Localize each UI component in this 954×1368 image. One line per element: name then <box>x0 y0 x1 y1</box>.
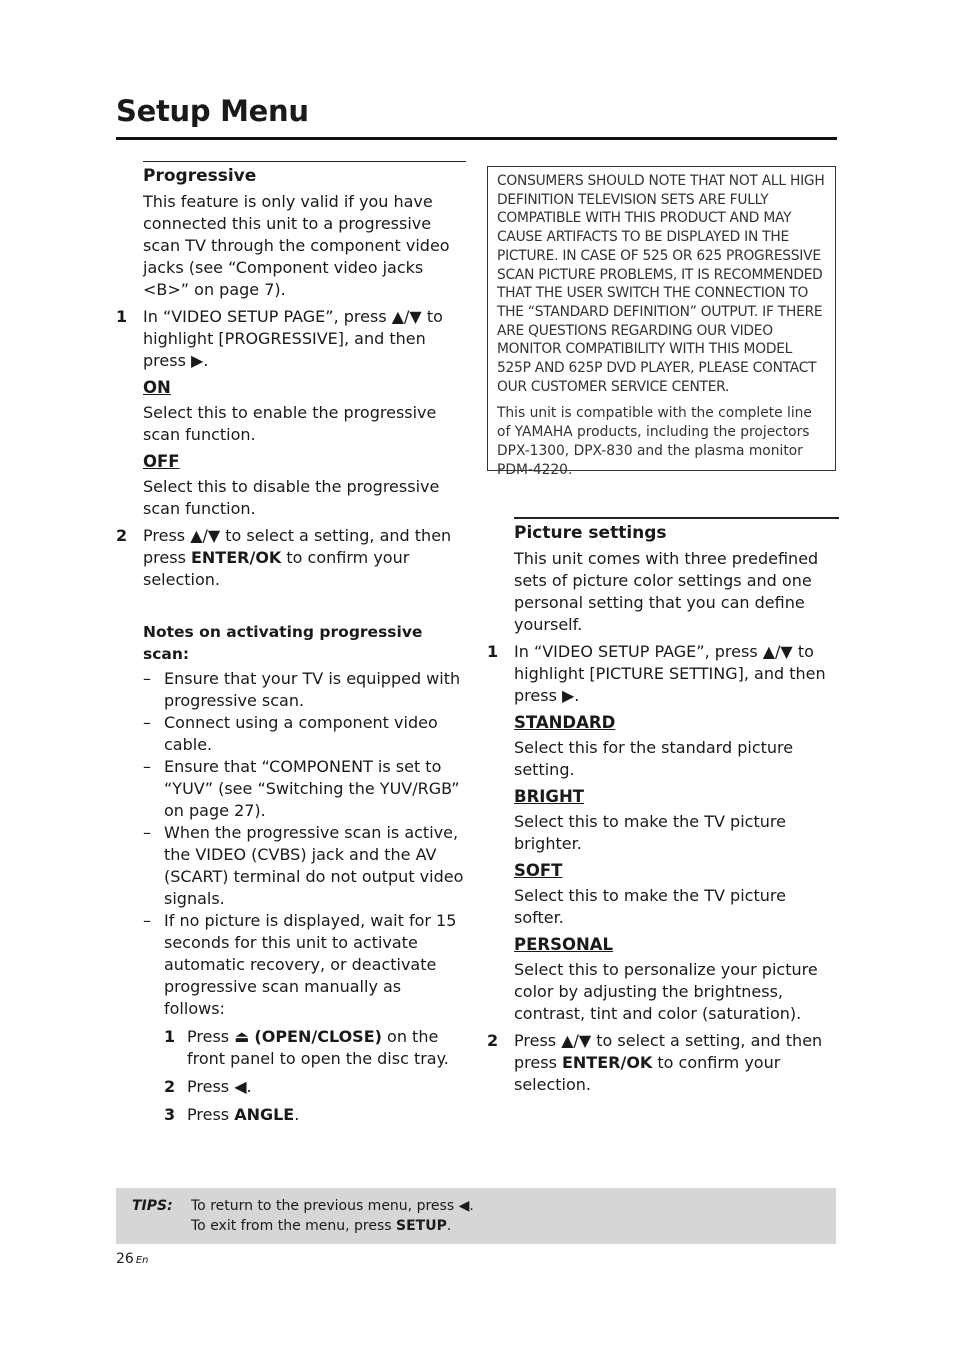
picture-step-1 <box>487 641 839 707</box>
option-standard-label: STANDARD <box>514 713 616 732</box>
page-number-value: 26 <box>116 1251 134 1267</box>
step-text: Press ▲/▼ to select a setting, and then press <box>143 526 452 567</box>
notice-warning-text: CONSUMERS SHOULD NOTE THAT NOT ALL HIGH DEFINITION TELEVISION SETS ARE FULLY COMPATIBLE WITH THIS PRODUCT AND MAY CAUSE ARTIFACTS TO BE DISPLAYED IN THE PICTURE. IN CASE OF 525 OR 625 PROGRESSIVE SCAN PICTURE PROBLEMS, IT IS RECOMMENDED THAT THE USER SWITCH THE CONNECTION TO THE “STANDARD DEFINITION” OUTPUT. IF THERE ARE QUESTIONS REGARDING OUR VIDEO MONITOR COMPATIBILITY WITH THIS MODEL 525P AND 625P DVD PLAYER, PLEASE CONTACT OUR CUSTOMER SERVICE CENTER. <box>497 173 825 395</box>
notes-heading: Notes on activating progressive scan: <box>143 623 423 663</box>
option-bright-desc: Select this to make the TV picture brighter. <box>514 812 786 853</box>
progressive-step-1 <box>116 306 466 372</box>
step-key: ENTER/OK <box>561 1053 653 1072</box>
note-item <box>143 822 466 910</box>
step-number: 1 <box>164 1027 176 1046</box>
page-title: Setup Menu <box>116 94 309 128</box>
step-key: (OPEN/CLOSE) <box>254 1027 382 1046</box>
step-number: 3 <box>164 1105 176 1124</box>
note-item <box>143 910 466 1020</box>
note-dash: – <box>143 757 151 776</box>
title-rule <box>116 137 837 140</box>
step-key: ENTER/OK <box>190 548 282 567</box>
option-soft-desc: Select this to make the TV picture softer. <box>514 886 786 927</box>
note-text: If no picture is displayed, wait for 15 seconds for this unit to activate automatic recovery, or deactivate progressive scan manually as follows: <box>164 911 457 1018</box>
option-bright-label: BRIGHT <box>514 787 585 806</box>
note-dash: – <box>143 669 151 688</box>
step-text: In “VIDEO SETUP PAGE”, press ▲/▼ to highlight [PROGRESSIVE], and then press ▶. <box>143 307 443 370</box>
tip-line-2-end: . <box>446 1218 452 1234</box>
step-number: 1 <box>487 642 499 661</box>
note-item <box>143 668 466 712</box>
note-item <box>143 756 466 822</box>
tip-line-1: To return to the previous menu, press ◀. <box>191 1198 474 1214</box>
picture-step-2 <box>487 1030 839 1096</box>
option-soft-label: SOFT <box>514 861 563 880</box>
recovery-step-3 <box>164 1104 466 1126</box>
picture-settings-section <box>487 517 839 1101</box>
step-text: In “VIDEO SETUP PAGE”, press ▲/▼ to highlight [PICTURE SETTING], and then press ▶. <box>514 642 826 705</box>
step-text: Press ▲/▼ to select a setting, and then press <box>514 1031 823 1072</box>
step-text: Press ⏏ <box>187 1027 255 1046</box>
option-on-label: ON <box>143 378 171 397</box>
tips-content <box>191 1196 474 1236</box>
section-rule <box>514 517 839 519</box>
progressive-step-2 <box>116 525 466 591</box>
progressive-intro: This feature is only valid if you have connected this unit to a progressive scan TV through the component video jacks (see “Component video jacks <B>” on page 7). <box>143 192 450 299</box>
note-text: When the progressive scan is active, the VIDEO (CVBS) jack and the AV (SCART) terminal do not output video signals. <box>164 823 464 908</box>
note-text: Ensure that “COMPONENT is set to “YUV” (see “Switching the YUV/RGB” on page 27). <box>164 757 460 820</box>
step-text-end: to confirm your selection. <box>143 548 410 589</box>
tips-box <box>116 1188 836 1244</box>
notice-compat-text: This unit is compatible with the complete line of YAMAHA products, including the projectors DPX-1300, DPX-830 and the plasma monitor PDM-4220. <box>497 405 812 478</box>
option-standard-desc: Select this for the standard picture setting. <box>514 738 794 779</box>
tip-line-2-text: To exit from the menu, press <box>191 1218 397 1234</box>
option-off-label: OFF <box>143 452 180 471</box>
step-number: 1 <box>116 307 128 326</box>
note-dash: – <box>143 911 151 930</box>
option-personal-desc: Select this to personalize your picture color by adjusting the brightness, contrast, tint and color (saturation). <box>514 960 818 1023</box>
step-number: 2 <box>164 1077 176 1096</box>
tip-setup-key: SETUP <box>396 1218 447 1234</box>
note-text: Connect using a component video cable. <box>164 713 438 754</box>
progressive-heading: Progressive <box>143 166 257 186</box>
section-rule <box>143 161 466 162</box>
step-text: Press ◀. <box>187 1077 252 1096</box>
picture-settings-intro: This unit comes with three predefined sets of picture color settings and one personal setting that you can define yourself. <box>514 549 819 634</box>
recovery-step-2 <box>164 1076 466 1098</box>
step-number: 2 <box>487 1031 499 1050</box>
step-text-end: on the front panel to open the disc tray. <box>187 1027 449 1068</box>
step-number: 2 <box>116 526 128 545</box>
compatibility-notice <box>487 166 836 478</box>
note-dash: – <box>143 713 151 732</box>
note-dash: – <box>143 823 151 842</box>
note-text: Ensure that your TV is equipped with progressive scan. <box>164 669 461 710</box>
tip-line-2 <box>191 1216 474 1236</box>
page-language: En <box>135 1255 149 1266</box>
picture-settings-heading: Picture settings <box>514 523 667 543</box>
page-number <box>116 1251 148 1267</box>
progressive-section <box>116 161 466 1126</box>
tips-label: TIPS: <box>132 1198 173 1214</box>
option-off-desc: Select this to disable the progressive scan function. <box>143 477 440 518</box>
step-text: Press <box>187 1105 235 1124</box>
option-on-desc: Select this to enable the progressive scan function. <box>143 403 437 444</box>
step-text-end: . <box>294 1105 300 1124</box>
note-item <box>143 712 466 756</box>
step-key: ANGLE <box>234 1105 295 1124</box>
recovery-step-1 <box>164 1026 466 1070</box>
step-text-end: to confirm your selection. <box>514 1053 781 1094</box>
option-personal-label: PERSONAL <box>514 935 614 954</box>
